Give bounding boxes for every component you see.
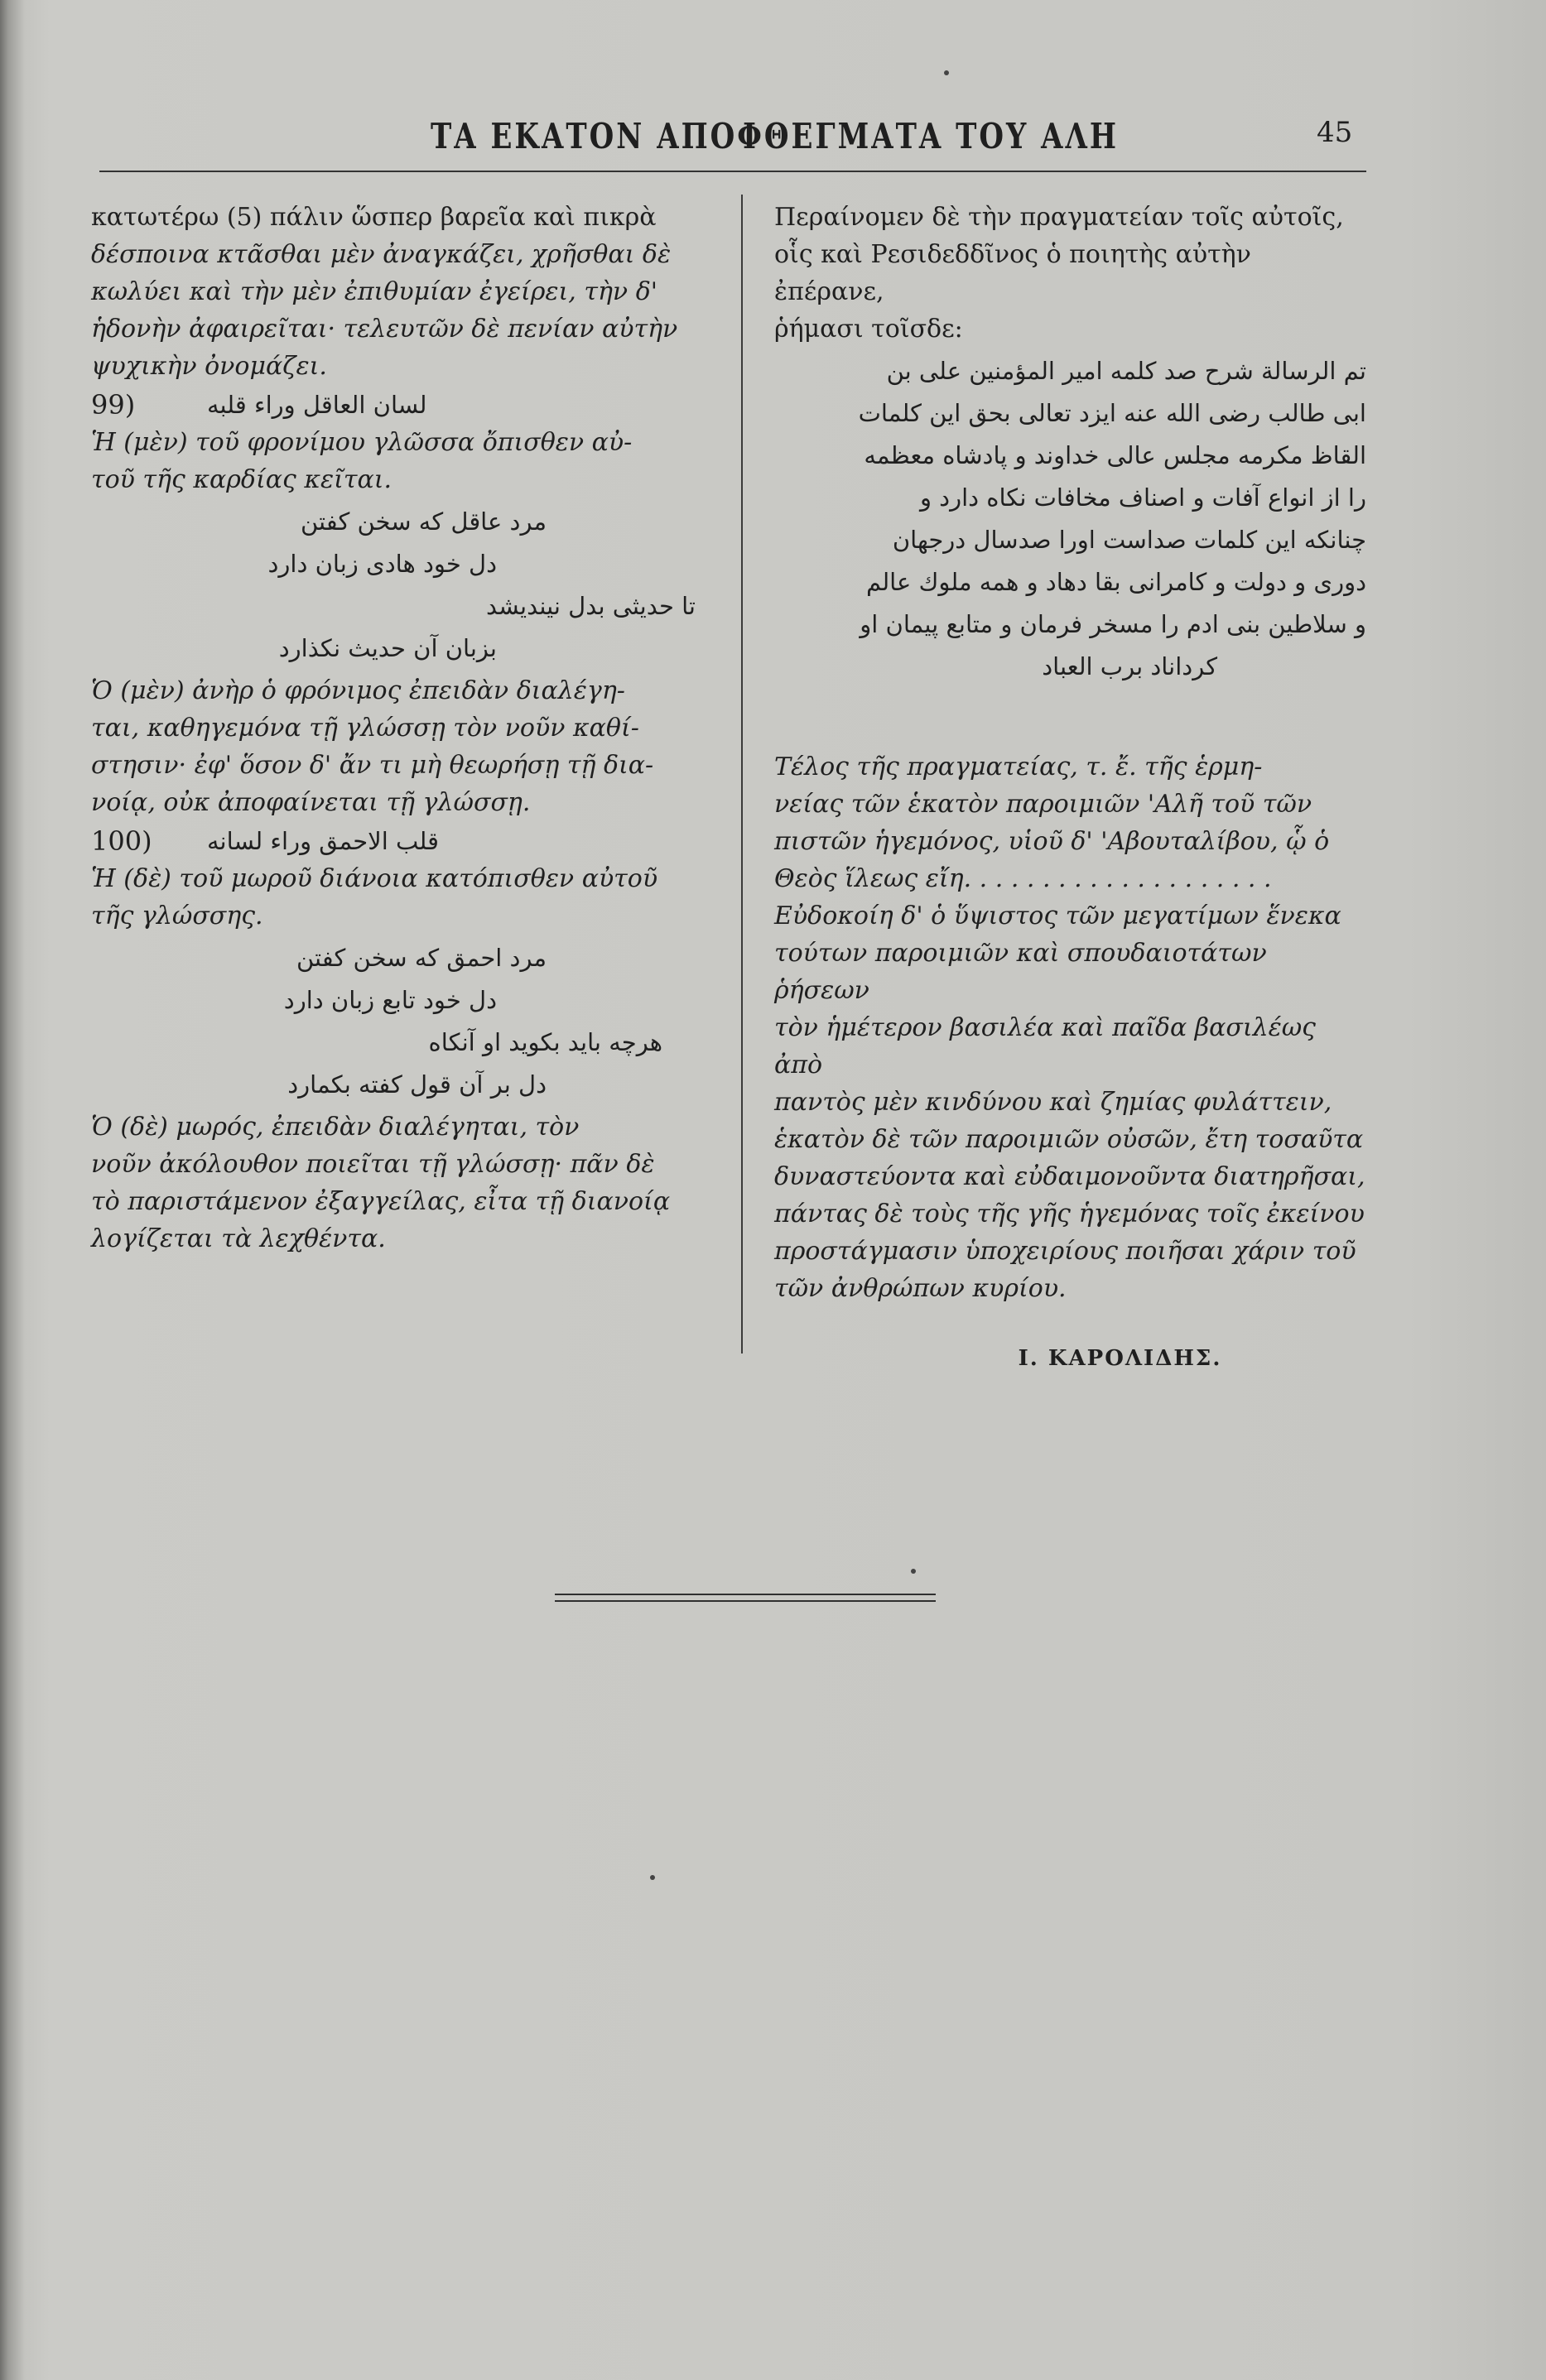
text-line: Θεὸς ἵλεως εἴη. . . . . . . . . . . . . . . . . . . . [774,864,1272,893]
text-line: Ἡ (δὲ) τοῦ μωροῦ διάνοια κατόπισθεν αὐτοῦ [91,864,658,893]
text-line: πιστῶν ἡγεμόνος, υἱοῦ δ' 'Αβουταλίβου, ᾧ ὁ [774,827,1330,856]
entry-number: 99) [91,389,136,421]
entry-100-header [91,823,729,860]
author-signature: Ι. ΚΑΡΟΛΙΔΗΣ. [1018,1346,1222,1371]
text-line: οἷς καὶ Ρεσιδεδδῖνος ὁ ποιητὴς αὐτὴν ἐπέρανε, [774,240,1251,306]
text-line: Τέλος τῆς πραγματείας, τ. ἔ. τῆς ἑρμη- [774,752,1263,781]
text-line: ῥήμασι τοῖσδε: [774,315,963,344]
persian-colophon-line: دورى و دولت و كامرانى بقا دهاد و همه ملوك عالم [866,568,1366,596]
text-line: στησιν· ἐφ' ὅσον δ' ἄν τι μὴ θεωρήσῃ τῇ δια- [91,751,654,780]
text-line: Ἡ (μὲν) τοῦ φρονίμου γλῶσσα ὄπισθεν αὐ- [91,428,633,457]
entry-number: 100) [91,825,152,857]
text-line: ται, καθηγεμόνα τῇ γλώσσῃ τὸν νοῦν καθί- [91,714,639,743]
text-line: νείας τῶν ἑκατὸν παροιμιῶν 'Αλῆ τοῦ τῶν [774,790,1312,819]
page-header [99,116,1358,166]
text-line: παντὸς μὲν κινδύνου καὶ ζημίας φυλάττειν, [774,1088,1332,1117]
text-line: τὸν ἡμέτερον βασιλέα καὶ παῖδα βασιλέως ἀπὸ [774,1013,1316,1079]
text-line: τούτων παροιμιῶν καὶ σπουδαιοτάτων ῥήσεων [774,939,1267,1005]
text-line: νοίᾳ, οὐκ ἀποφαίνεται τῇ γλώσσῃ. [91,788,531,817]
text-line: λογίζεται τὰ λεχθέντα. [91,1224,386,1253]
text-line: κατωτέρω (5) πάλιν ὥσπερ βαρεῖα καὶ πικρὰ [91,203,657,232]
persian-verse: هرچه بايد بكويد او آنكاه [428,1028,662,1056]
header-rule [99,171,1366,172]
persian-colophon-line: تم الرسالة شرح صد كلمه امير المؤمنين على بن [886,357,1366,385]
persian-verse: بزبان آن حديث نكذارد [278,634,497,662]
persian-colophon-line: ابى طالب رضى الله عنه ايزد تعالى بحق اين كلمات [858,399,1366,427]
persian-colophon-line: چنانكه اين كلمات صداست اورا صدسال درجهان [892,526,1366,554]
text-line: Ὁ (μὲν) ἀνὴρ ὁ φρόνιμος ἐπειδὰν διαλέγη- [91,676,625,705]
text-line: Ὁ (δὲ) μωρός, ἐπειδὰν διαλέγηται, τὸν [91,1113,580,1142]
text-line: τῆς γλώσσης. [91,902,263,930]
text-line: δυναστεύοντα καὶ εὐδαιμονοῦντα διατηρῆσαι, [774,1162,1365,1191]
persian-verse: دل بر آن قول كفته بكمارد [287,1070,547,1099]
text-line: Περαίνομεν δὲ τὴν πραγματείαν τοῖς αὐτοῖς, [774,203,1344,232]
print-speck [911,1569,916,1574]
persian-verse: تا حديثى بدل نينديشد [485,592,696,620]
text-line: ἑκατὸν δὲ τῶν παροιμιῶν οὐσῶν, ἔτη τοσαῦτα [774,1125,1364,1154]
text-line: πάντας δὲ τοὺς τῆς γῆς ἡγεμόνας τοῖς ἐκείνου [774,1200,1365,1228]
text-line: Εὐδοκοίη δ' ὁ ὕψιστος τῶν μεγατίμων ἕνεκα [774,902,1341,930]
persian-verse: مرد احمق كه سخن كفتن [296,944,547,972]
text-line: δέσποινα κτᾶσθαι μὲν ἀναγκάζει, χρῆσθαι δὲ [91,240,672,269]
end-rule [555,1594,936,1607]
text-line: ψυχικὴν ὀνομάζει. [91,352,327,381]
text-line: προστάγμασιν ὑποχειρίους ποιῆσαι χάριν τοῦ [774,1237,1356,1266]
persian-verse: دل خود تابع زبان دارد [283,986,497,1014]
left-column [91,199,729,1257]
column-divider [741,195,743,1353]
persian-colophon-line: القاظ مكرمه مجلس عالى خداوند و پادشاه معظمه [864,441,1366,469]
text-line: τὸ παριστάμενον ἐξαγγείλας, εἶτα τῇ διανοίᾳ [91,1187,671,1216]
text-line: ἡδονὴν ἀφαιρεῖται· τελευτῶν δὲ πενίαν αὐτὴν [91,315,678,344]
print-speck [944,70,949,75]
arabic-proverb: لسان العاقل وراء قلبه [207,391,427,419]
persian-colophon-line: و سلاطين بنى ادم را مسخر فرمان و متابع پيمان او [860,610,1366,638]
text-line: τῶν ἀνθρώπων κυρίου. [774,1274,1067,1303]
text-line: νοῦν ἀκόλουθον ποιεῖται τῇ γλώσσῃ· πᾶν δὲ [91,1150,655,1179]
persian-verse: دل خود هادى زبان دارد [267,550,497,578]
right-column [774,199,1366,1378]
persian-verse: مرد عاقل كه سخن كفتن [300,507,547,536]
persian-colophon-line: را از انواع آفات و اصناف مخافات نكاه دارد و [919,483,1366,512]
page-number: 45 [1317,116,1353,149]
persian-colophon-line: كرداناد برب العباد [1042,652,1217,680]
text-line: τοῦ τῆς καρδίας κεῖται. [91,465,393,494]
arabic-proverb: قلب الاحمق وراء لسانه [207,827,439,855]
entry-99-header [91,387,729,424]
running-title: ΤΑ ΕΚΑΤΟΝ ΑΠΟΦΘΕΓΜΑΤΑ ΤΟΥ ΑΛΗ [431,116,1120,157]
text-line: κωλύει καὶ τὴν μὲν ἐπιθυμίαν ἐγείρει, τὴν δ' [91,277,658,306]
print-speck [650,1875,655,1880]
